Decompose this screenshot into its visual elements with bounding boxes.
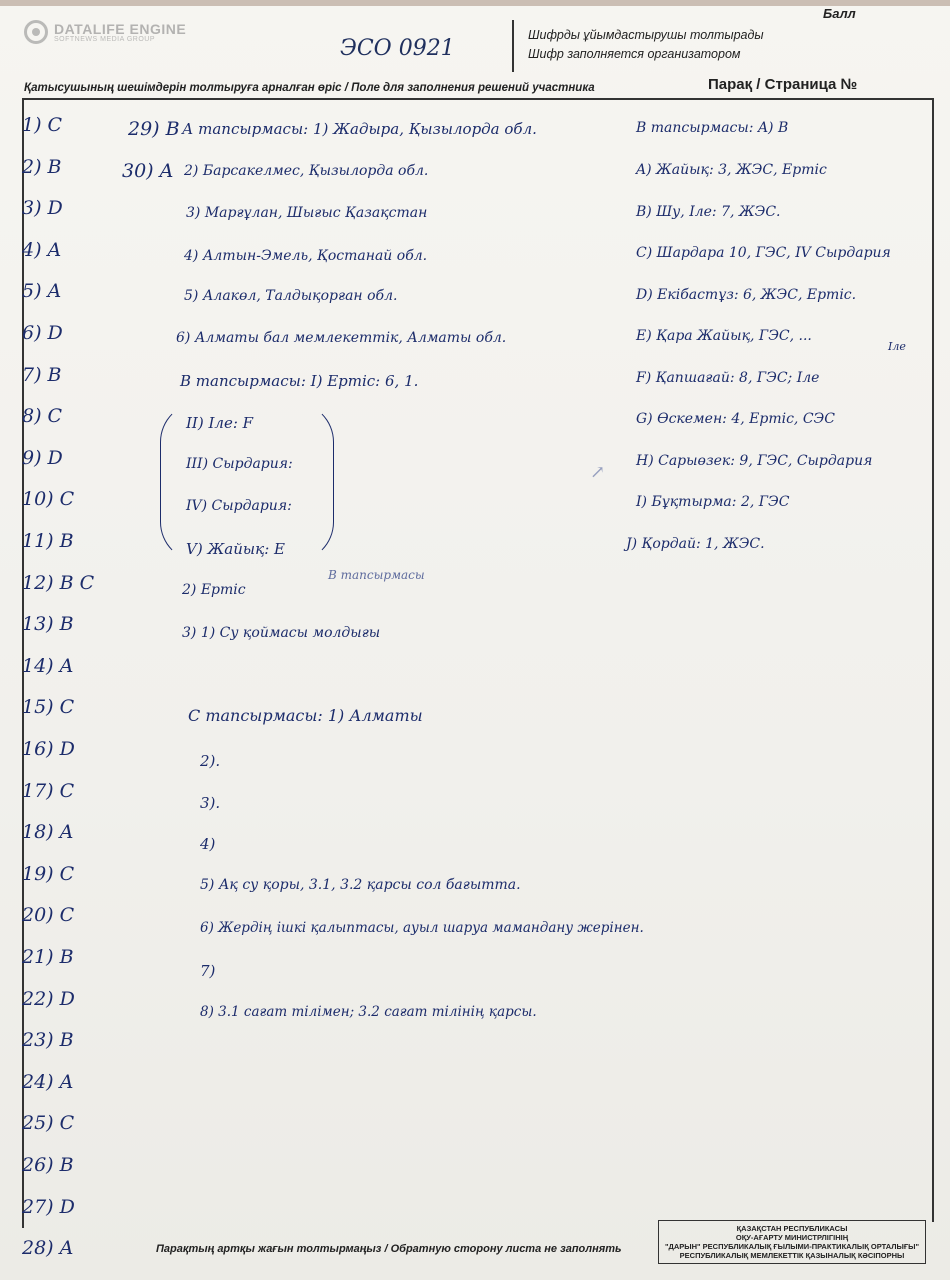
answer-9: 9) D [22,446,63,469]
task-c-4: 4) [200,835,216,853]
task-b-2: 2) Ертіс [182,582,246,598]
answer-10: 10) C [22,488,75,511]
answer-2: 2) B [22,155,62,178]
task-a-6: 6) Алматы бал мемлекеттік, Алматы обл. [176,330,507,346]
task-c-5: 5) Ақ су қоры, 3.1, 3.2 қарсы сол бағытта. [200,877,521,893]
footer-note: Парақтың артқы жағын толтырмаңыз / Обратную сторону листа не заполнять [156,1243,622,1255]
header-divider [512,20,514,72]
frame-right [932,98,934,1222]
answer-28: 28) A [22,1237,74,1260]
task-b-v: V) Жайық: E [186,540,285,558]
right-item-1: A) Жайық: 3, ЖЭС, Ертіс [636,162,827,178]
answer-27: 27) D [22,1195,75,1218]
participant-code: ЭСО 0921 [340,36,455,61]
right-item-2: B) Шу, Іле: 7, ЖЭС. [636,203,781,220]
answer-5: 5) A [22,280,62,303]
top-edge [0,0,950,6]
task-a-3: 3) Марғұлан, Шығыс Қазақстан [186,205,428,221]
answer-22: 22) D [22,987,75,1010]
task-c-3: 3). [200,794,221,812]
task-c-title: С тапсырмасы: 1) Алматы [188,706,423,725]
right-item-4: D) Екібастұз: 6, ЖЭС, Ертіс. [636,286,857,303]
frame-top [22,98,934,100]
answer-4: 4) A [22,238,62,261]
ile-note: Іле [888,340,906,353]
task-a-title: А тапсырмасы: 1) Жадыра, Қызылорда обл. [182,120,537,138]
right-item-5: E) Қара Жайық, ГЭС, ... [636,328,812,344]
answer-23: 23) B [22,1029,74,1052]
answer-26: 26) B [22,1154,74,1176]
stamp-line-1: ҚАЗАҚСТАН РЕСПУБЛИКАСЫ [736,1224,848,1233]
answer-6: 6) D [22,322,63,344]
answer-17: 17) C [22,779,75,802]
task-a-2: 2) Барсакелмес, Қызылорда обл. [184,163,429,179]
q29-answer: 29) B [128,118,180,140]
cipher-kz: Шифрды ұйымдастырушы толтырады [528,28,764,42]
answer-24: 24) A [22,1070,74,1093]
cipher-ru: Шифр заполняется организатором [528,47,741,61]
right-item-8: H) Сарыөзек: 9, ГЭС, Сырдария [636,452,873,469]
answer-19: 19) C [22,862,75,885]
score-label: Балл [823,6,856,21]
task-b-side: В тапсырмасы [328,568,425,582]
field-label: Қатысушының шешімдерін толтыруға арналған өріс / Поле для заполнения решений участника [24,82,595,94]
task-c-8: 8) 3.1 сағат тілімен; 3.2 сағат тілінің қарсы. [200,1004,537,1020]
answer-16: 16) D [22,738,75,760]
right-item-7: G) Өскемен: 4, Ертіс, СЭС [636,411,835,427]
answer-3: 3) D [22,197,63,220]
answer-21: 21) B [22,946,74,968]
watermark-subtitle: SOFTNEWS MEDIA GROUP [54,35,156,43]
task-a-5: 5) Алакөл, Талдықорған обл. [184,288,398,304]
answer-15: 15) C [22,696,75,719]
stamp-line-4: РЕСПУБЛИКАЛЫҚ МЕМЛЕКЕТТІК ҚАЗЫНАЛЫҚ КӘСІПОРНЫ [679,1251,905,1260]
answer-18: 18) A [22,821,74,844]
watermark-title: DATALIFE ENGINE [54,20,187,37]
task-c-6: 6) Жердің ішкі қалыптасы, ауыл шаруа мамандану жерінен. [200,920,644,936]
right-title: В тапсырмасы: A) B [636,120,789,136]
task-b-iv: IV) Сырдария: [186,498,292,514]
answer-7: 7) B [22,363,62,386]
answer-20: 20) C [22,904,75,927]
task-c-7: 7) [200,962,216,980]
right-item-9: I) Бұқтырма: 2, ГЭС [636,494,790,510]
right-item-10: J) Қордай: 1, ЖЭС. [626,535,765,552]
right-item-3: C) Шардара 10, ГЭС, IV Сырдария [636,245,891,261]
arrow-mark: ↗ [590,462,606,483]
logo-icon [24,20,48,44]
task-b-3: 3) 1) Су қоймасы молдығы [182,625,381,641]
answer-13: 13) B [22,613,74,636]
task-a-4: 4) Алтын-Эмель, Қостанай обл. [184,248,428,264]
answer-12: 12) B C [22,571,95,594]
right-item-6: F) Қапшағай: 8, ГЭС; Іле [636,369,820,386]
q30-answer: 30) A [122,160,174,182]
stamp-line-3: "ДАРЫН" РЕСПУБЛИКАЛЫҚ ҒЫЛЫМИ-ПРАКТИКАЛЫҚ ОРТАЛЫҒЫ" [664,1242,920,1251]
task-c-2: 2). [200,752,221,770]
answer-11: 11) B [22,530,74,552]
answer-8: 8) C [22,405,63,428]
watermark-logo [24,20,186,44]
answer-14: 14) A [22,654,74,677]
answer-1: 1) C [22,114,63,136]
task-b-ii: II) Іле: F [186,414,254,432]
organization-stamp [658,1220,926,1264]
task-b-iii: III) Сырдария: [186,456,293,472]
answer-25: 25) C [22,1112,75,1135]
stamp-line-2: ОҚУ-АҒАРТУ МИНИСТРЛІГІНІҢ [735,1233,849,1242]
task-b-title: В тапсырмасы: I) Ертіс: 6, 1. [180,372,419,390]
page-label: Парақ / Страница № [708,76,858,93]
